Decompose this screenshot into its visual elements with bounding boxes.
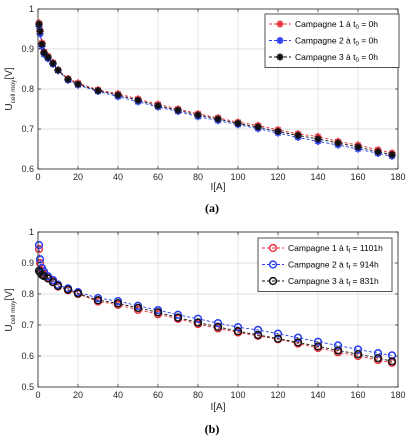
legend-label: Campagne 1 à $t_0 = 0h$ bbox=[295, 19, 378, 31]
data-point bbox=[54, 67, 61, 74]
x-tick-label: 180 bbox=[390, 390, 406, 400]
data-point bbox=[274, 128, 281, 135]
legend-marker bbox=[276, 20, 283, 27]
x-tick-label: 160 bbox=[350, 172, 366, 182]
x-tick-label: 0 bbox=[35, 172, 41, 182]
data-point bbox=[388, 151, 395, 158]
data-point bbox=[49, 60, 56, 67]
data-point bbox=[114, 91, 121, 98]
x-tick-label: 20 bbox=[72, 172, 84, 182]
x-tick-label: 40 bbox=[112, 172, 124, 182]
legend-label: Campagne 1 à $t_f = 1101h$ bbox=[288, 243, 383, 255]
chart-a bbox=[4, 4, 406, 215]
x-axis-label: I[A] bbox=[210, 402, 226, 413]
y-tick-label: 0.7 bbox=[21, 124, 34, 134]
data-point bbox=[334, 139, 341, 146]
x-tick-label: 140 bbox=[310, 172, 326, 182]
data-point bbox=[294, 132, 301, 139]
x-tick-label: 0 bbox=[35, 390, 41, 400]
data-point bbox=[234, 120, 241, 127]
data-point bbox=[194, 111, 201, 118]
y-tick-label: 0.7 bbox=[21, 320, 34, 330]
x-axis-label: I[A] bbox=[210, 182, 226, 193]
data-point bbox=[36, 28, 43, 35]
x-tick-label: 60 bbox=[152, 172, 164, 182]
x-tick-label: 40 bbox=[112, 390, 124, 400]
data-point bbox=[254, 123, 261, 130]
y-tick-label: 0.6 bbox=[21, 164, 34, 174]
legend-label: Campagne 3 à $t_f = 831h$ bbox=[288, 276, 379, 288]
y-tick-label: 1 bbox=[28, 4, 34, 14]
x-tick-label: 160 bbox=[350, 390, 366, 400]
x-tick-label: 80 bbox=[192, 172, 204, 182]
legend-label: Campagne 2 à $t_0 = 0h$ bbox=[295, 35, 378, 48]
y-tick-label: 1 bbox=[28, 227, 34, 237]
data-point bbox=[174, 107, 181, 114]
data-point bbox=[154, 102, 161, 109]
legend-label: Campagne 2 à $t_f = 914h$ bbox=[288, 259, 379, 272]
y-tick-label: 0.6 bbox=[21, 351, 34, 361]
legend-marker bbox=[276, 53, 283, 60]
data-point bbox=[94, 87, 101, 94]
x-tick-label: 80 bbox=[192, 390, 204, 400]
x-tick-label: 120 bbox=[270, 172, 286, 182]
y-axis-label: $U_{cell moy}[V]$ bbox=[4, 67, 17, 111]
x-tick-label: 100 bbox=[230, 172, 246, 182]
data-point bbox=[134, 97, 141, 104]
x-tick-label: 60 bbox=[152, 390, 164, 400]
data-point bbox=[314, 135, 321, 142]
x-tick-label: 100 bbox=[230, 390, 246, 400]
data-point bbox=[74, 81, 81, 88]
x-tick-label: 180 bbox=[390, 172, 406, 182]
y-tick-label: 0.8 bbox=[21, 84, 34, 94]
data-point bbox=[354, 143, 361, 150]
figure-caption: (a) bbox=[205, 201, 219, 215]
y-tick-label: 0.8 bbox=[21, 289, 34, 299]
data-point bbox=[44, 54, 51, 61]
x-tick-label: 120 bbox=[270, 390, 286, 400]
y-tick-label: 0.5 bbox=[21, 382, 34, 392]
x-tick-label: 140 bbox=[310, 390, 326, 400]
data-point bbox=[214, 115, 221, 122]
data-point bbox=[38, 41, 45, 48]
y-tick-label: 0.9 bbox=[21, 44, 34, 54]
data-point bbox=[35, 21, 42, 28]
chart-b bbox=[4, 227, 406, 436]
figure-caption: (b) bbox=[204, 422, 220, 436]
x-tick-label: 20 bbox=[72, 390, 84, 400]
y-axis-label: $U_{cell moy}[V]$ bbox=[4, 288, 17, 332]
data-point bbox=[374, 148, 381, 155]
data-point bbox=[64, 76, 71, 83]
y-tick-label: 0.9 bbox=[21, 258, 34, 268]
legend-label: Campagne 3 à $t_0 = 0h$ bbox=[295, 52, 378, 64]
legend-marker bbox=[276, 37, 283, 44]
